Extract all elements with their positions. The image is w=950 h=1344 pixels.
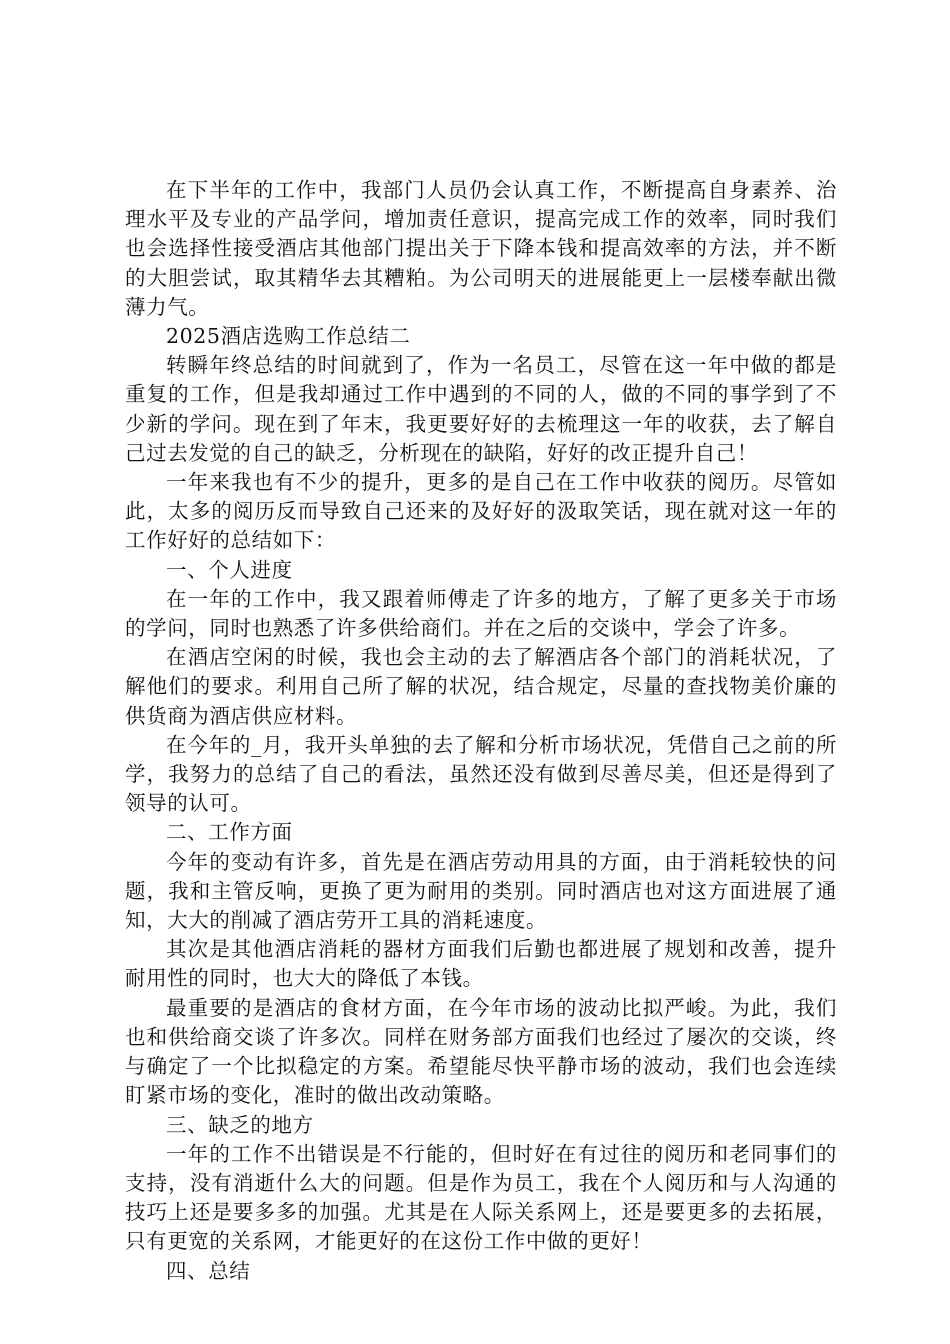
paragraph-intro: 转瞬年终总结的时间就到了，作为一名员工，尽管在这一年中做的都是重复的工作，但是我却通过工作中遇到的不同的人，做的不同的事学到了不少新的学问。现在到了年末，我更要好好的去梳理这一年的收获，去了解自己过去发觉的自己的缺乏，分析现在的缺陷，好好的改正提升自己！ bbox=[125, 353, 837, 465]
paragraph-shortcomings: 一年的工作不出错误是不行能的，但时好在有过往的阅历和老同事们的支持，没有消逝什么大的问题。但是作为员工，我在个人阅历和与人沟通的技巧上还是要多多的加强。尤其是在人际关系网上，还是要更多的去拓展，只有更宽的关系网，才能更好的在这份工作中做的更好！ bbox=[125, 1141, 837, 1254]
paragraph-plan: 在下半年的工作中，我部门人员仍会认真工作，不断提高自身素养、治理水平及专业的产品学问，增加责任意识，提高完成工作的效率，同时我们也会选择性接受酒店其他部门提出关于下降本钱和提高效率的方法，并不断的大胆尝试，取其精华去其糟粕。为公司明天的进展能更上一层楼奉献出微薄力气。 bbox=[125, 178, 837, 319]
heading-shortcomings: 三、缺乏的地方 bbox=[166, 1112, 314, 1137]
paragraph-summary-lead: 一年来我也有不少的提升，更多的是自己在工作中收获的阅历。尽管如此，太多的阅历反而导致自己还来的及好好的汲取笑话，现在就对这一年的工作好好的总结如下： bbox=[125, 470, 837, 553]
paragraph-progress-3: 在今年的_月，我开头单独的去了解和分析市场状况，凭借自己之前的所学，我努力的总结了自己的看法，虽然还没有做到尽善尽美，但还是得到了领导的认可。 bbox=[125, 732, 837, 816]
heading-conclusion: 四、总结 bbox=[166, 1258, 251, 1283]
paragraph-progress-1: 在一年的工作中，我又跟着师傅走了许多的地方，了解了更多关于市场的学问，同时也熟悉了许多供给商们。并在之后的交谈中，学会了许多。 bbox=[125, 586, 837, 641]
paragraph-work-3: 最重要的是酒店的食材方面，在今年市场的波动比拟严峻。为此，我们也和供给商交谈了许多次。同样在财务部方面我们也经过了屡次的交谈，终与确定了一个比拟稳定的方案。希望能尽快平静市场的波动，我们也会连续盯紧市场的变化，准时的做出改动策略。 bbox=[125, 995, 837, 1108]
heading-work-aspects: 二、工作方面 bbox=[166, 820, 293, 845]
section-title: 2025酒店选购工作总结二 bbox=[166, 324, 411, 349]
paragraph-work-2: 其次是其他酒店消耗的器材方面我们后勤也都进展了规划和改善，提升耐用性的同时，也大大的降低了本钱。 bbox=[125, 937, 837, 991]
heading-personal-progress: 一、个人进度 bbox=[166, 557, 293, 582]
paragraph-progress-2: 在酒店空闲的时候，我也会主动的去了解酒店各个部门的消耗状况，了解他们的要求。利用自己所了解的状况，结合规定，尽量的查找物美价廉的供货商为酒店供应材料。 bbox=[125, 645, 837, 728]
document-body bbox=[125, 176, 837, 1286]
paragraph-work-1: 今年的变动有许多，首先是在酒店劳动用具的方面，由于消耗较快的问题，我和主管反响，更换了更为耐用的类别。同时酒店也对这方面进展了通知，大大的削减了酒店劳开工具的消耗速度。 bbox=[125, 849, 837, 933]
